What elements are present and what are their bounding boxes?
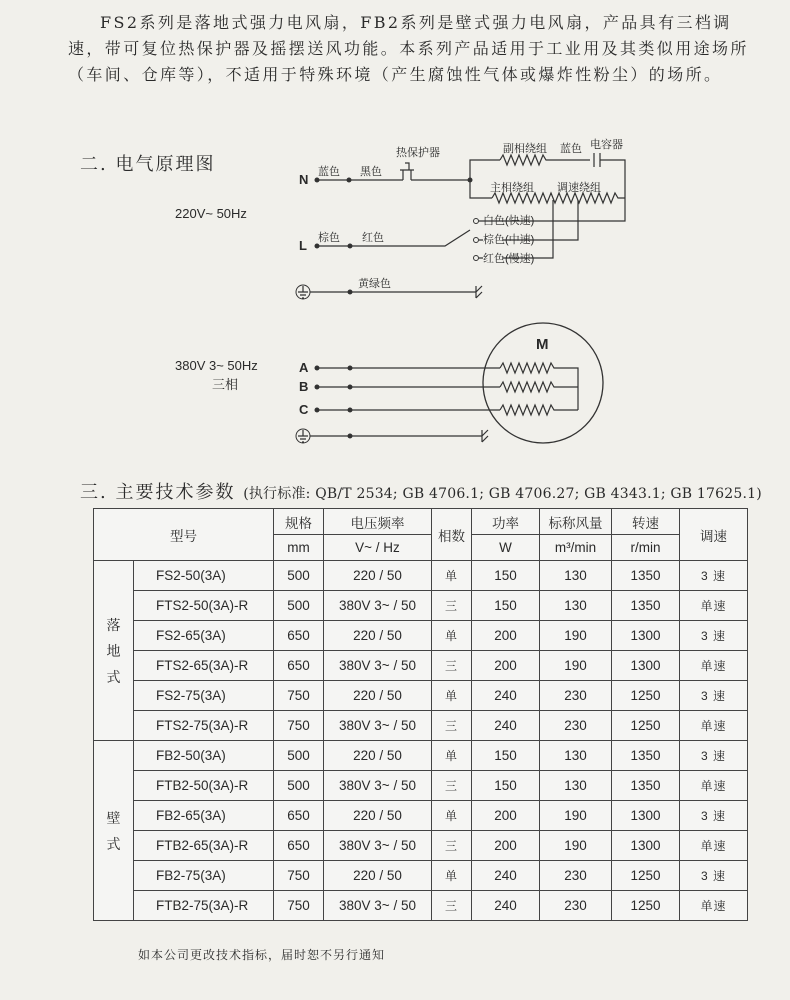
airflow-cell: 130: [540, 741, 612, 771]
table-row: [94, 741, 748, 771]
group-wall-label: [94, 741, 134, 921]
airflow-cell: 130: [540, 561, 612, 591]
header-airflow: 标称风量: [540, 509, 612, 535]
speed-cell: 1300: [612, 621, 680, 651]
main-lead-wire: [470, 180, 492, 198]
voltage-cell: 220 / 50: [324, 681, 432, 711]
adjust-cell: 单速: [680, 771, 748, 801]
wall-rows: [94, 741, 748, 921]
white-fast-label: 白色(快速): [483, 215, 535, 227]
spec-cell: 750: [274, 891, 324, 921]
header-phase: 相数: [432, 509, 472, 561]
table-row: [94, 681, 748, 711]
aux-winding-symbol: [500, 155, 590, 165]
power-cell: 200: [472, 621, 540, 651]
yellow-green-label: 黄绿色: [358, 278, 391, 290]
airflow-cell: 230: [540, 681, 612, 711]
group-wall-label-text: 壁式: [106, 809, 121, 852]
earth-wire-3ph: [310, 430, 488, 442]
adjust-cell: 3 速: [680, 861, 748, 891]
speed-cell: 1350: [612, 561, 680, 591]
l-brown-label: 棕色: [318, 232, 340, 244]
model-cell: FTS2-75(3A)-R: [134, 711, 274, 741]
voltage-cell: 380V 3~ / 50: [324, 591, 432, 621]
aux-lead-wire: [470, 160, 500, 180]
phase-cell: 单: [432, 681, 472, 711]
model-cell: FB2-50(3A): [134, 741, 274, 771]
section3-heading: [80, 478, 762, 504]
voltage-cell: 380V 3~ / 50: [324, 711, 432, 741]
phase-cell: 单: [432, 741, 472, 771]
spec-cell: 750: [274, 681, 324, 711]
spec-cell: 750: [274, 861, 324, 891]
power-cell: 240: [472, 681, 540, 711]
model-cell: FS2-65(3A): [134, 621, 274, 651]
airflow-cell: 190: [540, 621, 612, 651]
n-black-label: 黑色: [360, 166, 382, 178]
power-cell: 150: [472, 771, 540, 801]
phase-cell: 单: [432, 801, 472, 831]
model-cell: FB2-75(3A): [134, 861, 274, 891]
model-cell: FS2-75(3A): [134, 681, 274, 711]
table-row: [94, 651, 748, 681]
thermal-protector-label: 热保护器: [396, 147, 440, 159]
model-cell: FTS2-65(3A)-R: [134, 651, 274, 681]
adjust-cell: 单速: [680, 891, 748, 921]
phase-cell: 单: [432, 561, 472, 591]
capacitor-return-wire: [600, 160, 625, 198]
table-row: [94, 621, 748, 651]
spec-cell: 500: [274, 561, 324, 591]
airflow-cell: 230: [540, 861, 612, 891]
power-cell: 150: [472, 741, 540, 771]
phase-cell: 三: [432, 651, 472, 681]
red-slow-label: 红色(慢速): [483, 253, 535, 265]
speed-cell: 1250: [612, 891, 680, 921]
voltage-cell: 220 / 50: [324, 861, 432, 891]
earth-symbol-3ph: [296, 429, 310, 443]
spec-table-wrapper: [93, 508, 748, 921]
airflow-cell: 130: [540, 591, 612, 621]
section3-standards: (执行标准: QB/T 2534; GB 4706.1; GB 4706.27; GB 4343.1; GB 17625.1): [243, 486, 762, 502]
model-cell: FTS2-50(3A)-R: [134, 591, 274, 621]
adjust-cell: 单速: [680, 651, 748, 681]
speed-cell: 1300: [612, 801, 680, 831]
model-cell: FTB2-75(3A)-R: [134, 891, 274, 921]
section2-title: 二. 电气原理图: [80, 154, 216, 175]
aux-blue-label: 蓝色: [560, 143, 582, 155]
voltage-cell: 380V 3~ / 50: [324, 831, 432, 861]
voltage-cell: 220 / 50: [324, 801, 432, 831]
capacitor-label: 电容器: [590, 139, 623, 151]
intro-paragraph: FS2系列是落地式强力电风扇，FB2系列是壁式强力电风扇，产品具有三档调速，带可复位热保护器及摇摆送风功能。本系列产品适用于工业用及其类似用途场所（车间、仓库等），不适用于特殊环境（产生腐蚀性气体或爆炸性粉尘）的场所。: [68, 13, 749, 84]
header-model: 型号: [94, 509, 274, 561]
earth-symbol: [296, 285, 310, 299]
speed-cell: 1300: [612, 831, 680, 861]
header-row-top: [94, 509, 748, 535]
adjust-cell: 3 速: [680, 801, 748, 831]
header-speed: 转速: [612, 509, 680, 535]
spec-cell: 500: [274, 771, 324, 801]
three-phase-label: 三相: [212, 377, 239, 392]
power-cell: 150: [472, 591, 540, 621]
spec-cell: 650: [274, 801, 324, 831]
table-row: [94, 891, 748, 921]
tap-fast-contact: [474, 219, 479, 224]
speed-cell: 1350: [612, 771, 680, 801]
spec-cell: 500: [274, 741, 324, 771]
speed-cell: 1250: [612, 861, 680, 891]
spec-cell: 650: [274, 651, 324, 681]
voltage-cell: 220 / 50: [324, 741, 432, 771]
unit-airflow: m³/min: [540, 535, 612, 561]
adjust-cell: 3 速: [680, 561, 748, 591]
section3-title: 三. 主要技术参数: [80, 482, 236, 503]
adjust-cell: 单速: [680, 591, 748, 621]
tap-slow-contact: [474, 256, 479, 261]
speed-winding-label: 调速绕组: [557, 182, 601, 194]
thermal-protector-symbol: [400, 163, 414, 180]
adjust-cell: 3 速: [680, 621, 748, 651]
table-row: [94, 711, 748, 741]
speed-cell: 1250: [612, 681, 680, 711]
phase-cell: 三: [432, 591, 472, 621]
table-row: [94, 831, 748, 861]
power-cell: 240: [472, 711, 540, 741]
phase-cell: 三: [432, 771, 472, 801]
spec-cell: 500: [274, 591, 324, 621]
header-adjust: 调速: [680, 509, 748, 561]
airflow-cell: 190: [540, 651, 612, 681]
voltage-cell: 380V 3~ / 50: [324, 891, 432, 921]
footer-note: 如本公司更改技术指标，届时恕不另行通知: [138, 948, 386, 962]
header-spec: 规格: [274, 509, 324, 535]
group-floor-label-text: 落地式: [106, 616, 121, 685]
spec-table: [93, 508, 748, 921]
speed-cell: 1300: [612, 651, 680, 681]
aux-winding-label: 副相绕组: [503, 143, 547, 155]
adjust-cell: 单速: [680, 831, 748, 861]
voltage-cell: 220 / 50: [324, 561, 432, 591]
speed-cell: 1250: [612, 711, 680, 741]
spec-cell: 650: [274, 831, 324, 861]
phase-wires: [315, 366, 501, 413]
group-floor-label: [94, 561, 134, 741]
airflow-cell: 190: [540, 801, 612, 831]
airflow-cell: 230: [540, 711, 612, 741]
spec-cell: 750: [274, 711, 324, 741]
model-cell: FTB2-50(3A)-R: [134, 771, 274, 801]
header-voltage: 电压频率: [324, 509, 432, 535]
voltage-cell: 220 / 50: [324, 621, 432, 651]
adjust-cell: 3 速: [680, 681, 748, 711]
model-cell: FTB2-65(3A)-R: [134, 831, 274, 861]
power-cell: 200: [472, 651, 540, 681]
unit-spec: mm: [274, 535, 324, 561]
three-phase-supply-label: 380V 3~ 50Hz: [175, 358, 258, 373]
airflow-cell: 190: [540, 831, 612, 861]
power-cell: 240: [472, 891, 540, 921]
tap-slow-wire: [503, 200, 553, 258]
n-terminal-label: N: [299, 172, 309, 187]
voltage-cell: 380V 3~ / 50: [324, 771, 432, 801]
terminal-b-label: B: [299, 379, 309, 394]
phase-cell: 三: [432, 711, 472, 741]
phase-cell: 三: [432, 891, 472, 921]
table-row: [94, 801, 748, 831]
motor-label: M: [536, 336, 549, 353]
tap-mid-contact: [474, 238, 479, 243]
airflow-cell: 230: [540, 891, 612, 921]
table-row: [94, 561, 748, 591]
airflow-cell: 130: [540, 771, 612, 801]
earth-wire: [310, 286, 482, 298]
l-terminal-label: L: [299, 238, 307, 253]
terminal-a-label: A: [299, 360, 309, 375]
unit-power: W: [472, 535, 540, 561]
main-winding-label: 主相绕组: [490, 182, 534, 194]
phase-cell: 三: [432, 831, 472, 861]
unit-voltage: V~ / Hz: [324, 535, 432, 561]
n-blue-label: 蓝色: [318, 166, 340, 178]
three-phase-wiring-diagram: [0, 300, 790, 460]
phase-cell: 单: [432, 621, 472, 651]
speed-cell: 1350: [612, 741, 680, 771]
capacitor-symbol: [594, 153, 600, 167]
brown-mid-label: 棕色(中速): [483, 234, 535, 246]
power-cell: 200: [472, 831, 540, 861]
adjust-cell: 单速: [680, 711, 748, 741]
table-row: [94, 771, 748, 801]
header-power: 功率: [472, 509, 540, 535]
phase-cell: 单: [432, 861, 472, 891]
single-phase-supply-label: 220V~ 50Hz: [175, 206, 247, 221]
l-red-label: 红色: [362, 232, 384, 244]
power-cell: 240: [472, 861, 540, 891]
table-row: [94, 591, 748, 621]
main-speed-winding-symbol: [492, 193, 625, 203]
floor-rows: [94, 561, 748, 741]
model-cell: FS2-50(3A): [134, 561, 274, 591]
table-row: [94, 861, 748, 891]
voltage-cell: 380V 3~ / 50: [324, 651, 432, 681]
power-cell: 200: [472, 801, 540, 831]
speed-cell: 1350: [612, 591, 680, 621]
power-cell: 150: [472, 561, 540, 591]
adjust-cell: 3 速: [680, 741, 748, 771]
terminal-c-label: C: [299, 402, 309, 417]
spec-cell: 650: [274, 621, 324, 651]
model-cell: FB2-65(3A): [134, 801, 274, 831]
unit-speed: r/min: [612, 535, 680, 561]
